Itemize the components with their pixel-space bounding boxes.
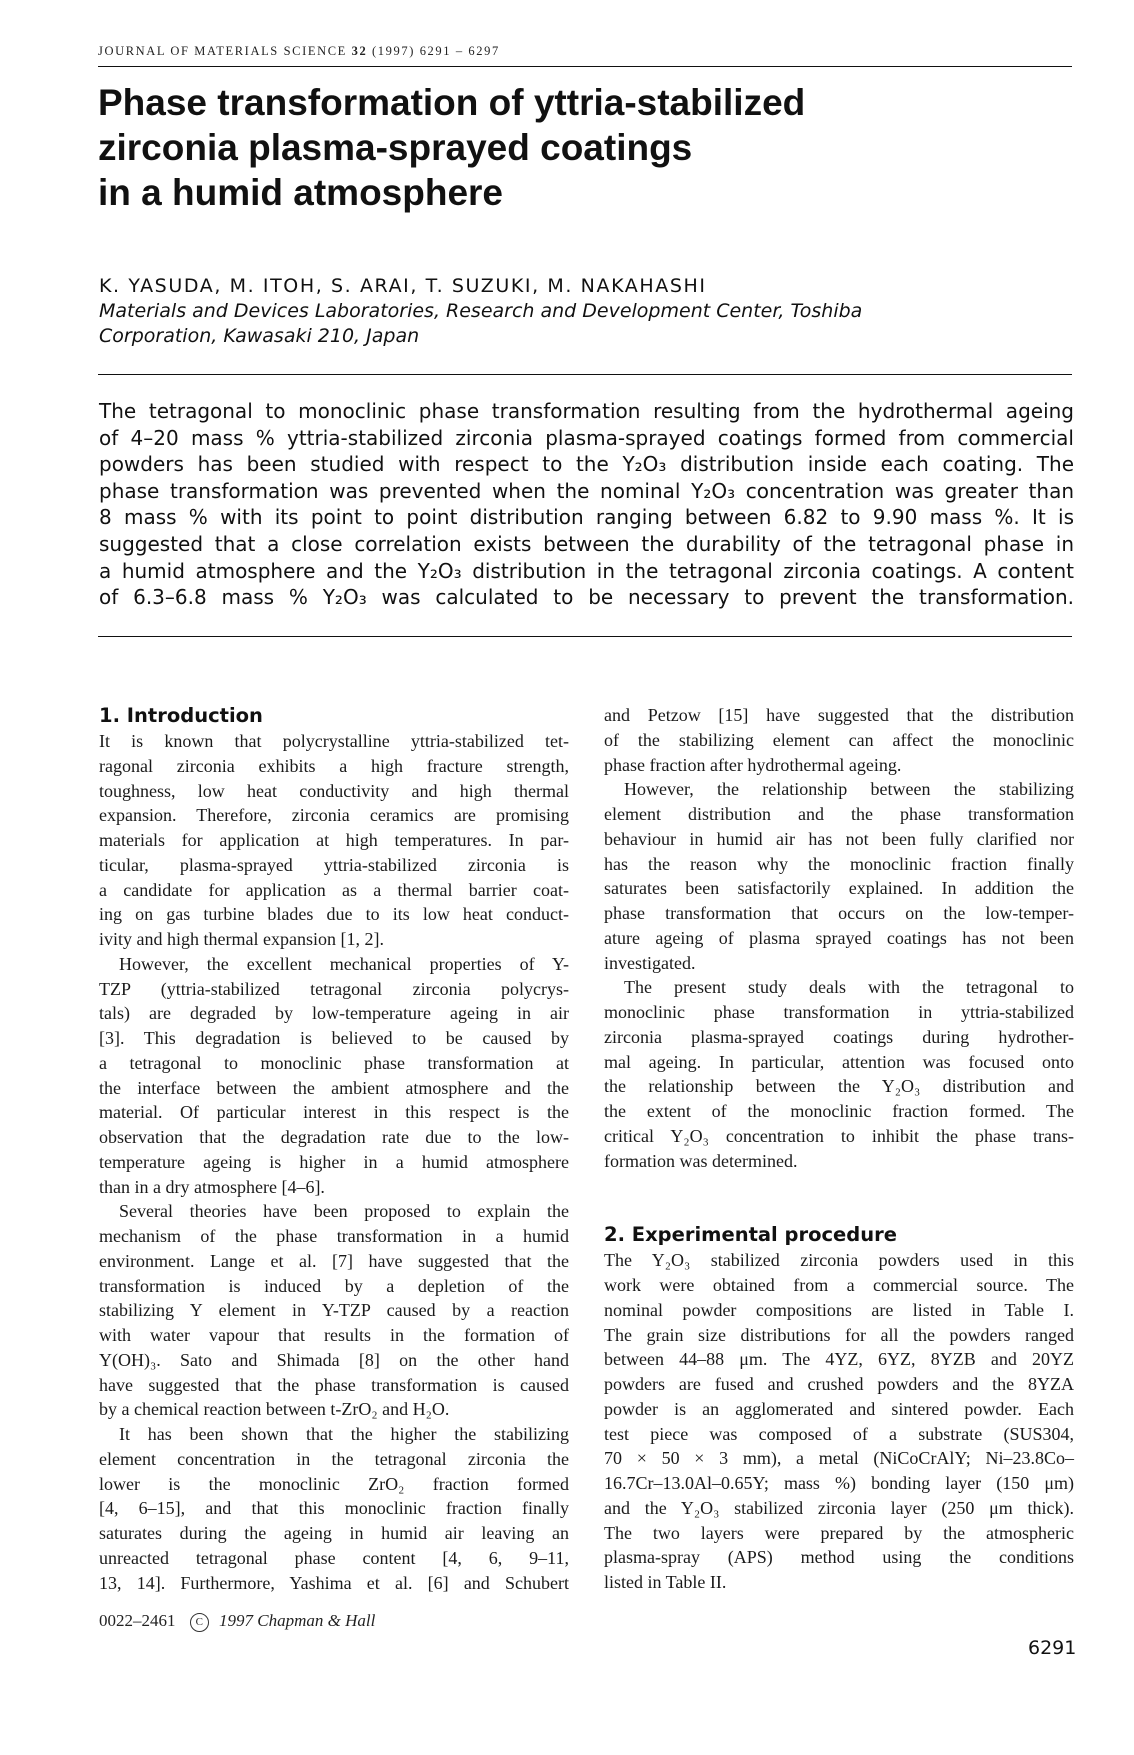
text-line: The present study deals with the tetragonal to — [624, 977, 1074, 998]
text-line: ticular, plasma-sprayed yttria-stabilized zirconia is — [99, 854, 569, 875]
text-line: saturates during the ageing in humid air leaving an — [99, 1523, 569, 1543]
text-line: behaviour in humid air has not been fully clarified nor — [604, 828, 1074, 849]
text-line: The two layers were prepared by the atmospheric — [604, 1522, 1074, 1543]
abstract-line: of 4–20 mass % yttria-stabilized zirconia plasma-sprayed coatings formed from commercial — [99, 425, 1074, 450]
journal-name: JOURNAL OF MATERIALS SCIENCE — [98, 44, 347, 58]
text-line: monoclinic phase transformation in yttria-stabilized — [604, 1002, 1074, 1022]
page-number: 6291 — [1028, 1637, 1077, 1659]
left-column-body — [99, 729, 569, 1595]
text-line: powders are fused and crushed powders and the 8YZA — [604, 1374, 1074, 1394]
text-line: and the Y₂O₃ stabilized zirconia layer (250 μm thick). — [604, 1497, 1074, 1518]
text-line: observation that the degradation rate due to the low- — [99, 1127, 569, 1147]
text-line: It is known that polycrystalline yttria-stabilized tet- — [99, 731, 569, 751]
text-line: mechanism of the phase transformation in a humid — [99, 1226, 569, 1246]
text-line: a tetragonal to monoclinic phase transformation at — [99, 1052, 569, 1073]
text-line: between 44–88 μm. The 4YZ, 6YZ, 8YZB and 20YZ — [604, 1349, 1074, 1370]
text-line: However, the excellent mechanical properties of Y- — [119, 953, 569, 974]
journal-year-pages: (1997) 6291 – 6297 — [372, 44, 500, 58]
text-line: 16.7Cr–13.0Al–0.65Y; mass %) bonding layer (150 μm) — [604, 1473, 1074, 1493]
section-heading-introduction: 1. Introduction — [99, 704, 263, 727]
header-rule — [98, 66, 1072, 67]
text-line: transformation is induced by a depletion of the — [99, 1275, 569, 1296]
text-line: the extent of the monoclinic fraction formed. The — [604, 1101, 1074, 1121]
left-column — [99, 703, 569, 1595]
text-line: lower is the monoclinic ZrO₂ fraction formed — [99, 1473, 569, 1494]
title-line: zirconia plasma-sprayed coatings — [98, 127, 693, 168]
abstract-line: a humid atmosphere and the Y₂O₃ distribution in the tetragonal zirconia coatings. A content — [99, 558, 1074, 583]
text-line: The grain size distributions for all the powders ranged — [604, 1324, 1074, 1345]
copyright-icon: C — [190, 1613, 209, 1632]
text-line: the relationship between the Y₂O₃ distribution and — [604, 1076, 1074, 1097]
text-line: critical Y₂O₃ concentration to inhibit the phase trans- — [604, 1125, 1074, 1146]
abstract-line: powders has been studied with respect to the Y₂O₃ distribution inside each coating. The — [99, 452, 1074, 477]
text-line: by a chemical reaction between t-ZrO₂ and H₂O. — [99, 1399, 450, 1420]
text-line: tals) are degraded by low-temperature ageing in air — [99, 1003, 569, 1024]
abstract-top-rule — [98, 374, 1072, 375]
text-line: formation was determined. — [604, 1150, 798, 1171]
text-line: toughness, low heat conductivity and high thermal — [99, 780, 569, 801]
text-line: the interface between the ambient atmosphere and the — [99, 1077, 569, 1098]
text-line: ature ageing of plasma sprayed coatings has not been — [604, 927, 1074, 948]
abstract-line: phase transformation was prevented when the nominal Y₂O₃ concentration was greater than — [99, 478, 1074, 503]
abstract-line: 8 mass % with its point to point distribution ranging between 6.82 to 9.90 mass %. It is — [99, 505, 1074, 530]
text-line: Y(OH)₃. Sato and Shimada [8] on the other hand — [99, 1349, 569, 1370]
abstract-line: suggested that a close correlation exists between the durability of the tetragonal phase in — [99, 531, 1074, 556]
text-line: phase transformation that occurs on the low-temper- — [604, 903, 1074, 923]
affiliation-line: Materials and Devices Laboratories, Research and Development Center, Toshiba — [99, 300, 863, 322]
text-line: test piece was composed of a substrate (SUS304, — [604, 1423, 1074, 1444]
text-line: [3]. This degradation is believed to be caused by — [99, 1028, 569, 1048]
text-line: materials for application at high temperatures. In par- — [99, 830, 569, 850]
text-line: work were obtained from a commercial source. The — [604, 1275, 1074, 1295]
issn: 0022–2461 — [99, 1611, 176, 1630]
text-line: powder is an agglomerated and sintered powder. Each — [604, 1398, 1074, 1419]
text-line: of the stabilizing element can affect the monoclinic — [604, 729, 1074, 750]
journal-volume: 32 — [351, 44, 368, 58]
text-line: element concentration in the tetragonal zirconia the — [99, 1448, 569, 1469]
affiliation-line: Corporation, Kawasaki 210, Japan — [99, 325, 420, 347]
text-line: has the reason why the monoclinic fraction finally — [604, 853, 1074, 874]
title-line: Phase transformation of yttria-stabilized — [98, 82, 806, 123]
right-column-body-a — [604, 703, 1074, 1173]
text-line: listed in Table II. — [604, 1572, 727, 1592]
affiliation — [99, 299, 1059, 349]
text-line: zirconia plasma-sprayed coatings during hydrother- — [604, 1026, 1074, 1047]
abstract-bottom-rule — [98, 636, 1072, 637]
text-line: a candidate for application as a thermal barrier coat- — [99, 879, 569, 900]
text-line: element distribution and the phase transformation — [604, 804, 1074, 824]
text-line: 70 × 50 × 3 mm), a metal (NiCoCrAlY; Ni–23.8Co– — [604, 1448, 1074, 1469]
right-column-body-b — [604, 1248, 1074, 1595]
text-line: with water vapour that results in the formation of — [99, 1325, 569, 1345]
text-line: investigated. — [604, 952, 696, 973]
text-line: mal ageing. In particular, attention was focused onto — [604, 1051, 1074, 1072]
text-line: Several theories have been proposed to explain the — [119, 1201, 569, 1222]
abstract — [99, 398, 1074, 611]
text-line: It has been shown that the higher the stabilizing — [119, 1424, 569, 1444]
abstract-line: of 6.3–6.8 mass % Y₂O₃ was calculated to be necessary to prevent the transformation. — [99, 585, 1074, 610]
section-heading-experimental: 2. Experimental procedure — [604, 1223, 897, 1247]
text-line: ing on gas turbine blades due to its low heat conduct- — [99, 904, 569, 925]
text-line: phase fraction after hydrothermal ageing. — [604, 754, 902, 775]
author-list: K. YASUDA, M. ITOH, S. ARAI, T. SUZUKI, M. NAKAHASHI — [99, 275, 707, 297]
title-line: in a humid atmosphere — [98, 172, 504, 213]
paper-title — [98, 80, 1058, 215]
text-line: 13, 14]. Furthermore, Yashima et al. [6] and Schubert — [99, 1572, 569, 1593]
text-line: The Y₂O₃ stabilized zirconia powders used in this — [604, 1250, 1074, 1271]
right-column — [604, 703, 1074, 1595]
text-line: nominal powder compositions are listed in Table I. — [604, 1299, 1074, 1320]
text-line: expansion. Therefore, zirconia ceramics are promising — [99, 805, 569, 826]
text-line: unreacted tetragonal phase content [4, 6, 9–11, — [99, 1547, 569, 1568]
text-line: ragonal zirconia exhibits a high fracture strength, — [99, 755, 569, 776]
text-line: TZP (yttria-stabilized tetragonal zirconia polycrys- — [99, 978, 569, 999]
text-line: plasma-spray (APS) method using the conditions — [604, 1547, 1074, 1568]
text-line: and Petzow [15] have suggested that the distribution — [604, 705, 1074, 725]
text-line: [4, 6–15], and that this monoclinic fraction finally — [99, 1498, 569, 1519]
journal-header — [98, 44, 500, 59]
footer-copyright — [99, 1611, 375, 1632]
text-line: However, the relationship between the stabilizing — [624, 779, 1074, 800]
text-line: stabilizing Y element in Y-TZP caused by a reaction — [99, 1300, 569, 1321]
section-gap — [604, 1173, 1074, 1222]
text-line: temperature ageing is higher in a humid atmosphere — [99, 1151, 569, 1172]
abstract-line: The tetragonal to monoclinic phase transformation resulting from the hydrothermal ageing — [99, 399, 1074, 423]
text-line: than in a dry atmosphere [4–6]. — [99, 1176, 325, 1197]
text-line: material. Of particular interest in this respect is the — [99, 1102, 569, 1123]
text-line: have suggested that the phase transformation is caused — [99, 1374, 569, 1395]
text-line: ivity and high thermal expansion [1, 2]. — [99, 929, 384, 949]
publisher: 1997 Chapman & Hall — [219, 1611, 376, 1630]
text-line: saturates been satisfactorily explained. In addition the — [604, 878, 1074, 899]
text-line: environment. Lange et al. [7] have suggested that the — [99, 1250, 569, 1271]
